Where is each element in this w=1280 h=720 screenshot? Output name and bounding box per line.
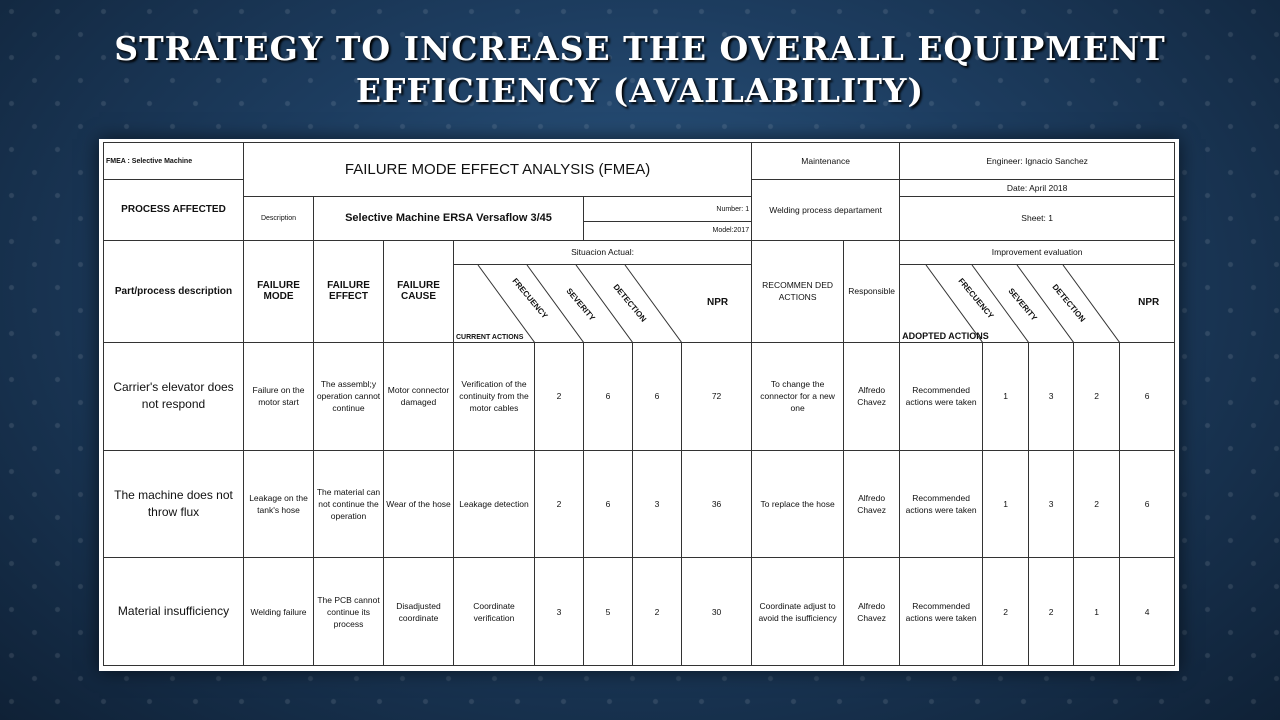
cell-adopted-actions: Recommended actions were taken — [900, 343, 983, 451]
header-failure-mode: FAILURE MODE — [244, 240, 314, 343]
header-detection: DETECTION — [611, 282, 649, 324]
improvement-rating-header — [900, 264, 1175, 342]
cell-severity: 6 — [584, 450, 633, 558]
cell-failure-cause: Disadjusted coordinate — [384, 558, 454, 666]
cell-adopted-actions: Recommended actions were taken — [900, 450, 983, 558]
table-row — [104, 343, 1175, 451]
description-label: Description — [244, 197, 314, 240]
cell-current-actions: Verification of the continuity from the motor cables — [454, 343, 535, 451]
date-label: Date: April 2018 — [900, 180, 1175, 197]
cell-responsible: Alfredo Chavez — [844, 343, 900, 451]
improvement-evaluation-label: Improvement evaluation — [900, 240, 1175, 264]
cell-severity-improved: 2 — [1029, 558, 1074, 666]
cell-detection: 3 — [633, 450, 682, 558]
header-current-actions: CURRENT ACTIONS — [456, 334, 524, 342]
cell-frecuency-improved: 1 — [983, 450, 1029, 558]
header-severity-improved: SEVERITY — [1006, 286, 1039, 323]
header-npr: NPR — [707, 296, 729, 308]
current-rating-header — [454, 264, 752, 342]
header-frecuency-improved: FRECUENCY — [956, 276, 996, 321]
cell-recommended: Coordinate adjust to avoid the isufficiency — [752, 558, 844, 666]
cell-detection: 2 — [633, 558, 682, 666]
header-adopted-actions: ADOPTED ACTIONS — [902, 331, 989, 342]
cell-failure-mode: Welding failure — [244, 558, 314, 666]
cell-detection: 6 — [633, 343, 682, 451]
cell-current-actions: Coordinate verification — [454, 558, 535, 666]
cell-npr-improved: 6 — [1120, 450, 1175, 558]
number-label: Number: 1 — [584, 197, 752, 222]
slide-title — [0, 28, 1280, 112]
cell-failure-cause: Wear of the hose — [384, 450, 454, 558]
cell-detection-improved: 1 — [1074, 558, 1120, 666]
cell-frecuency: 3 — [535, 558, 584, 666]
header-frecuency: FRECUENCY — [510, 276, 550, 321]
cell-failure-effect: The material can not continue the operation — [314, 450, 384, 558]
department-label: Welding process departament — [752, 180, 900, 240]
situacion-actual-label: Situacion Actual: — [454, 240, 752, 264]
cell-adopted-actions: Recommended actions were taken — [900, 558, 983, 666]
sheet-label: Sheet: 1 — [900, 197, 1175, 240]
header-failure-cause: FAILURE CAUSE — [384, 240, 454, 343]
cell-frecuency: 2 — [535, 450, 584, 558]
fmea-sheet — [99, 139, 1179, 671]
cell-severity: 5 — [584, 558, 633, 666]
cell-severity-improved: 3 — [1029, 343, 1074, 451]
cell-npr-improved: 4 — [1120, 558, 1175, 666]
cell-npr-improved: 6 — [1120, 343, 1175, 451]
fmea-main-title: FAILURE MODE EFFECT ANALYSIS (FMEA) — [244, 143, 752, 197]
cell-recommended: To change the connector for a new one — [752, 343, 844, 451]
cell-failure-mode: Failure on the motor start — [244, 343, 314, 451]
cell-frecuency: 2 — [535, 343, 584, 451]
cell-part: Material insufficiency — [104, 558, 244, 666]
fmea-doc-label: FMEA : Selective Machine — [104, 143, 244, 180]
cell-responsible: Alfredo Chavez — [844, 450, 900, 558]
cell-severity: 6 — [584, 343, 633, 451]
cell-detection-improved: 2 — [1074, 450, 1120, 558]
table-row — [104, 450, 1175, 558]
engineer-label: Engineer: Ignacio Sanchez — [900, 143, 1175, 180]
cell-current-actions: Leakage detection — [454, 450, 535, 558]
cell-responsible: Alfredo Chavez — [844, 558, 900, 666]
cell-detection-improved: 2 — [1074, 343, 1120, 451]
header-failure-effect: FAILURE EFFECT — [314, 240, 384, 343]
cell-frecuency-improved: 1 — [983, 343, 1029, 451]
cell-severity-improved: 3 — [1029, 450, 1074, 558]
cell-npr: 30 — [682, 558, 752, 666]
slide-title-line-2: EFFICIENCY (AVAILABILITY) — [355, 71, 925, 110]
cell-part: Carrier's elevator does not respond — [104, 343, 244, 451]
cell-part: The machine does not throw flux — [104, 450, 244, 558]
cell-npr: 72 — [682, 343, 752, 451]
table-row — [104, 558, 1175, 666]
header-part: Part/process description — [104, 240, 244, 343]
cell-failure-effect: The assembl;y operation cannot continue — [314, 343, 384, 451]
model-label: Model:2017 — [584, 222, 752, 240]
maintenance-label: Maintenance — [752, 143, 900, 180]
header-npr-improved: NPR — [1138, 296, 1160, 308]
process-affected-label: PROCESS AFFECTED — [104, 180, 244, 240]
description-value: Selective Machine ERSA Versaflow 3/45 — [314, 197, 584, 240]
header-responsible: Responsible — [844, 240, 900, 343]
cell-failure-cause: Motor connector damaged — [384, 343, 454, 451]
fmea-table — [103, 142, 1175, 666]
header-detection-improved: DETECTION — [1050, 282, 1088, 324]
slide-title-line-1: STRATEGY TO INCREASE THE OVERALL EQUIPMENT — [114, 29, 1166, 68]
cell-npr: 36 — [682, 450, 752, 558]
header-severity: SEVERITY — [564, 286, 597, 323]
cell-recommended: To replace the hose — [752, 450, 844, 558]
cell-failure-mode: Leakage on the tank's hose — [244, 450, 314, 558]
header-recommended: RECOMMEN DED ACTIONS — [752, 240, 844, 343]
cell-frecuency-improved: 2 — [983, 558, 1029, 666]
cell-failure-effect: The PCB cannot continue its process — [314, 558, 384, 666]
